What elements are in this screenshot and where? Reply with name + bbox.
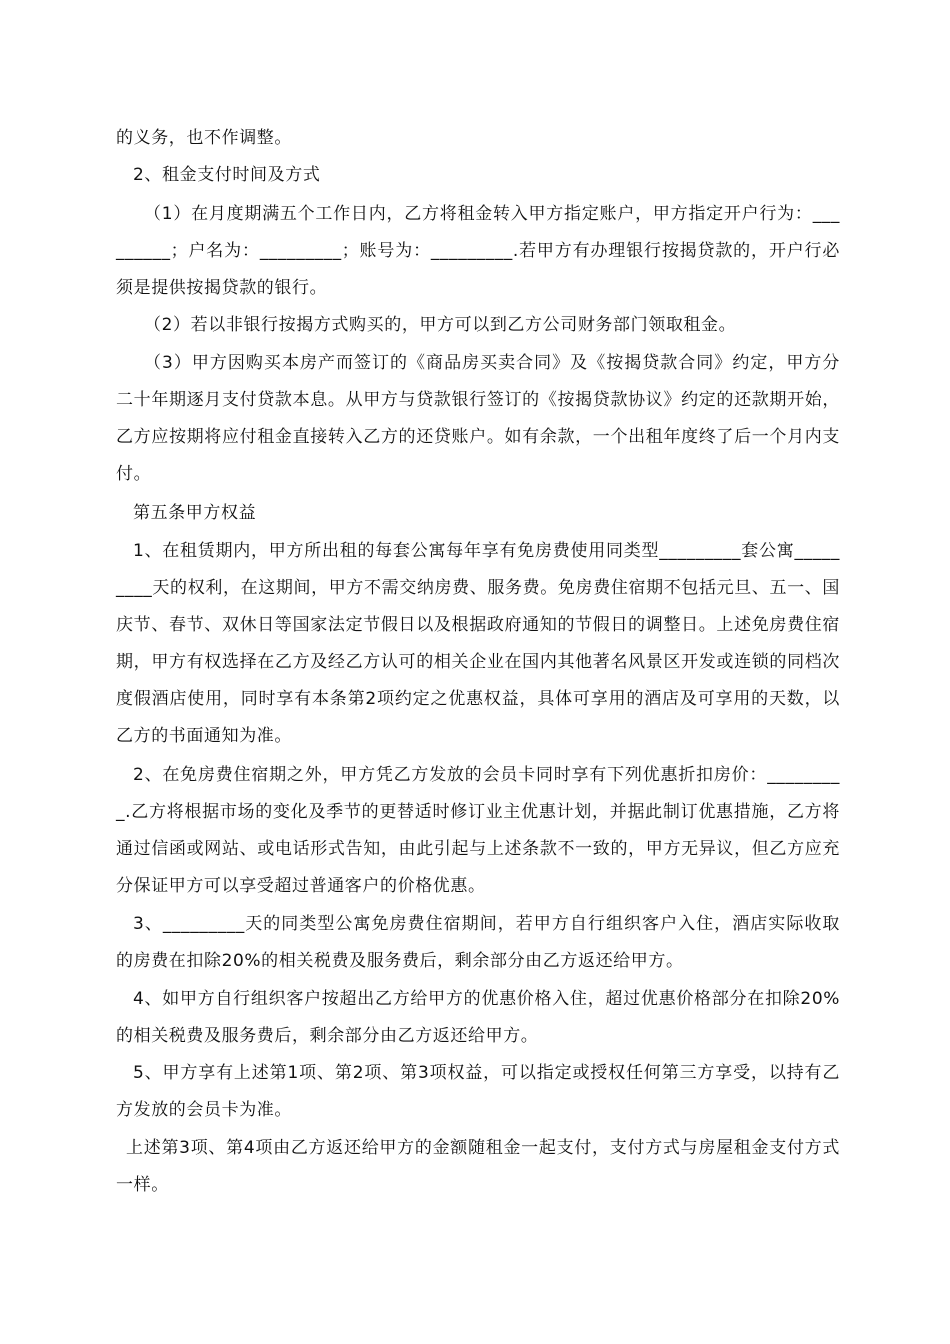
paragraph-right-1: 1、在租赁期内，甲方所出租的每套公寓每年享有免房费使用同类型_________套公寓_________天的权利，在这期间，甲方不需交纳房费、服务费。免房费住宿期不包括元旦、五一、国庆节、春节、双休日等国家法定节假日以及根据政府通知的节假日的调整日。上述免房费住宿期，甲方有权选择在乙方及经乙方认可的相关企业在国内其他著名风景区开发或连锁的同档次度假酒店使用，同时享有本条第2项约定之优惠权益，具体可享用的酒店及可享用的天数，以乙方的书面通知为准。: [116, 541, 840, 746]
paragraph-right-4: 4、如甲方自行组织客户按超出乙方给甲方的优惠价格入住，超过优惠价格部分在扣除20%的相关税费及服务费后，剩余部分由乙方返还给甲方。: [116, 989, 840, 1046]
paragraph-payment-note: 上述第3项、第4项由乙方返还给甲方的金额随租金一起支付，支付方式与房屋租金支付方式一样。: [116, 1138, 840, 1195]
paragraph-rent-payment-2: （2）若以非银行按揭方式购买的，甲方可以到乙方公司财务部门领取租金。: [144, 315, 737, 335]
paragraph-continuation: 的义务，也不作调整。: [116, 128, 292, 148]
paragraph-rent-payment-3: （3）甲方因购买本房产而签订的《商品房买卖合同》及《按揭贷款合同》约定，甲方分二十年期逐月支付贷款本息。从甲方与贷款银行签订的《按揭贷款协议》约定的还款期开始，乙方应按期将应付租金直接转入乙方的还贷账户。如有余款，一个出租年度终了后一个月内支付。: [116, 353, 840, 484]
paragraph-right-5: 5、甲方享有上述第1项、第2项、第3项权益，可以指定或授权任何第三方享受，以持有乙方发放的会员卡为准。: [116, 1063, 840, 1120]
paragraph-right-3: 3、_________天的同类型公寓免房费住宿期间，若甲方自行组织客户入住，酒店实际收取的房费在扣除20%的相关税费及服务费后，剩余部分由乙方返还给甲方。: [116, 914, 840, 971]
article-heading-party-a-rights: 第五条甲方权益: [133, 503, 257, 523]
section-heading-rent-payment: 2、租金支付时间及方式: [133, 165, 321, 185]
paragraph-right-2: 2、在免房费住宿期之外，甲方凭乙方发放的会员卡同时享有下列优惠折扣房价：_________.乙方将根据市场的变化及季节的更替适时修订业主优惠计划，并据此制订优惠措施，乙方将通过信函或网站、或电话形式告知，由此引起与上述条款不一致的，甲方无异议，但乙方应充分保证甲方可以享受超过普通客户的价格优惠。: [116, 765, 840, 896]
paragraph-rent-payment-1: （1）在月度期满五个工作日内，乙方将租金转入甲方指定账户，甲方指定开户行为：_________；户名为：_________；账号为：_________.若甲方有办理银行按揭贷款的，开户行必须是提供按揭贷款的银行。: [116, 204, 840, 298]
